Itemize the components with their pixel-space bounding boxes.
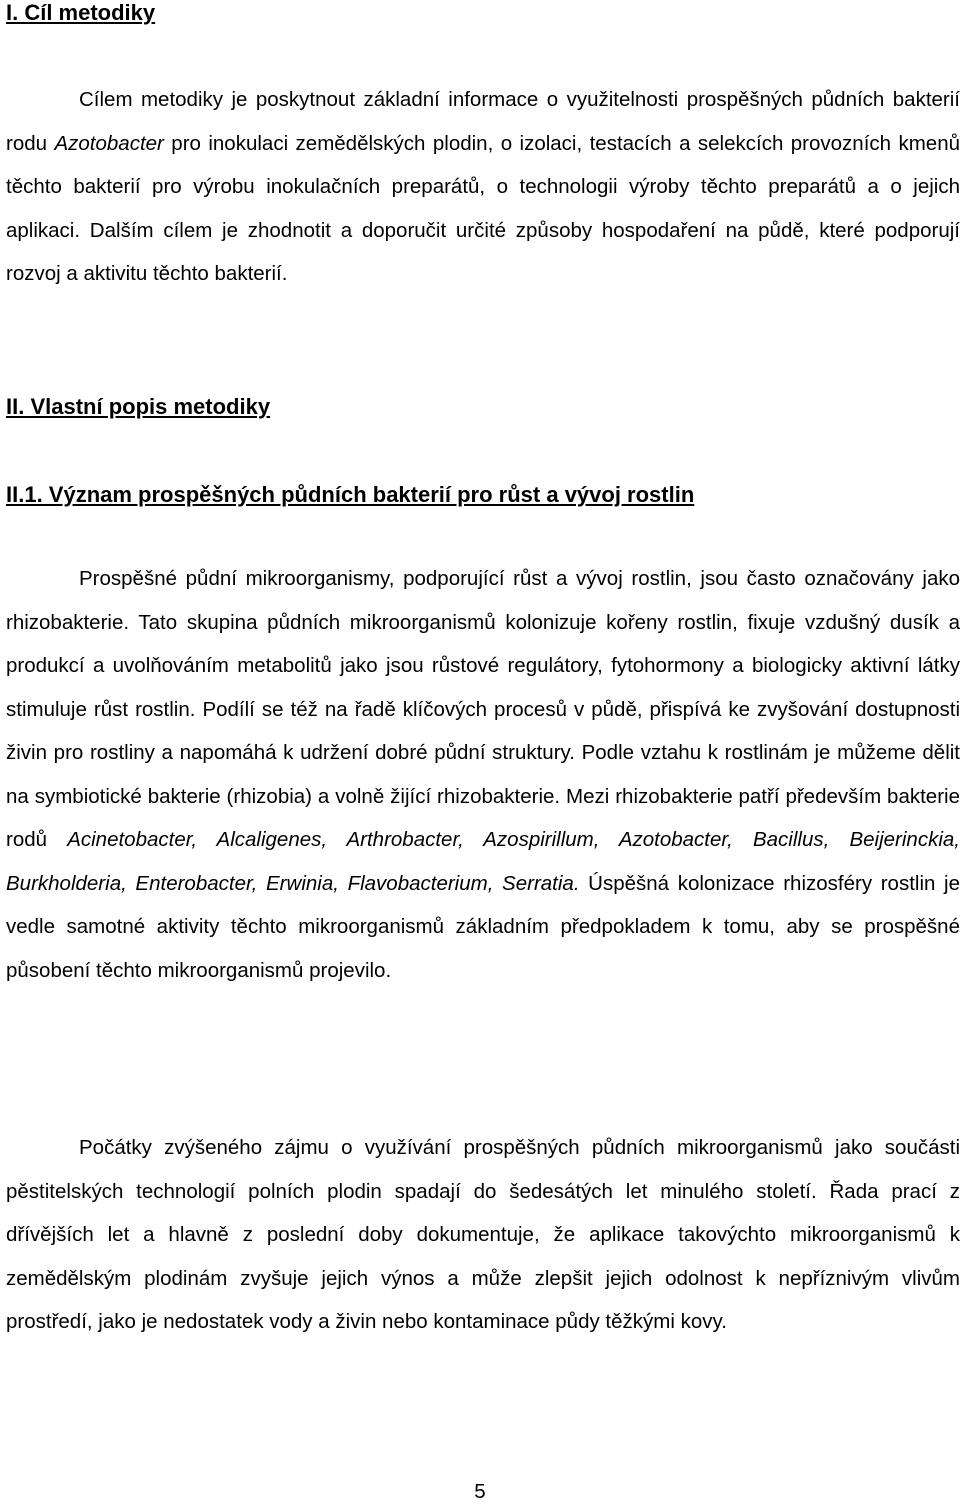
subsection-heading-importance: II.1. Význam prospěšných půdních bakterií pro růst a vývoj rostlin — [6, 482, 695, 507]
section-heading-goal: I. Cíl metodiky — [6, 0, 156, 25]
page-number: 5 — [474, 1480, 486, 1503]
goal-paragraph: Cílem metodiky je poskytnout základní informace o využitelnosti prospěšných půdních bakterií rodu Azotobacter pro inokulaci zemědělských plodin, o izolaci, testacích a selekcích provozních kmenů těchto bakterií pro výrobu inokulačních preparátů, o technologii výroby těchto preparátů a o jejich aplikaci. Dalším cílem je zhodnotit a doporučit určité způsoby hospodaření na půdě, které podporují rozvoj a aktivitu těchto bakterií. — [6, 88, 960, 285]
section-heading-method: II. Vlastní popis metodiky — [6, 394, 271, 419]
importance-paragraph-2: Počátky zvýšeného zájmu o využívání prospěšných půdních mikroorganismů jako součásti pěstitelských technologií polních plodin spadají do šedesátých let minulého století. Řada prací z dřívějších let a hlavně z poslední doby dokumentuje, že aplikace takovýchto mikroorganismů k zemědělským plodinám zvyšuje jejich výnos a může zlepšit jejich odolnost k nepříznivým vlivům prostředí, jako je nedostatek vody a živin nebo kontaminace půdy těžkými kovy. — [6, 1136, 960, 1333]
importance-paragraph-1: Prospěšné půdní mikroorganismy, podporující růst a vývoj rostlin, jsou často označovány jako rhizobakterie. Tato skupina půdních mikroorganismů kolonizuje kořeny rostlin, fixuje vzdušný dusík a produkcí a uvolňováním metabolitů jako jsou růstové regulátory, fytohormony a biologicky aktivní látky stimuluje růst rostlin. Podílí se též na řadě klíčových procesů v půdě, přispívá ke zvyšování dostupnosti živin pro rostliny a napomáhá k udržení dobré půdní struktury. Podle vztahu k rostlinám je můžeme dělit na symbiotické bakterie (rhizobia) a volně žijící rhizobakterie. Mezi rhizobakterie patří především bakterie rodů Acinetobacter, Alcaligenes, Arthrobacter, Azospirillum, Azotobacter, Bacillus, Beijerinckia, Burkholderia, Enterobacter, Erwinia, Flavobacterium, Serratia. Úspěšná kolonizace rhizosféry rostlin je vedle samotné aktivity těchto mikroorganismů základním předpokladem k tomu, aby se prospěšné působení těchto mikroorganismů projevilo. — [6, 567, 960, 982]
italic-genus-name: Azotobacter — [54, 131, 164, 155]
italic-genus-name: Acinetobacter, Alcaligenes, Arthrobacter, Azospirillum, Azotobacter, Bacillus, Beijerinckia, Burkholderia, Enterobacter, Erwinia, Flavobacterium, Serratia. — [6, 828, 960, 895]
